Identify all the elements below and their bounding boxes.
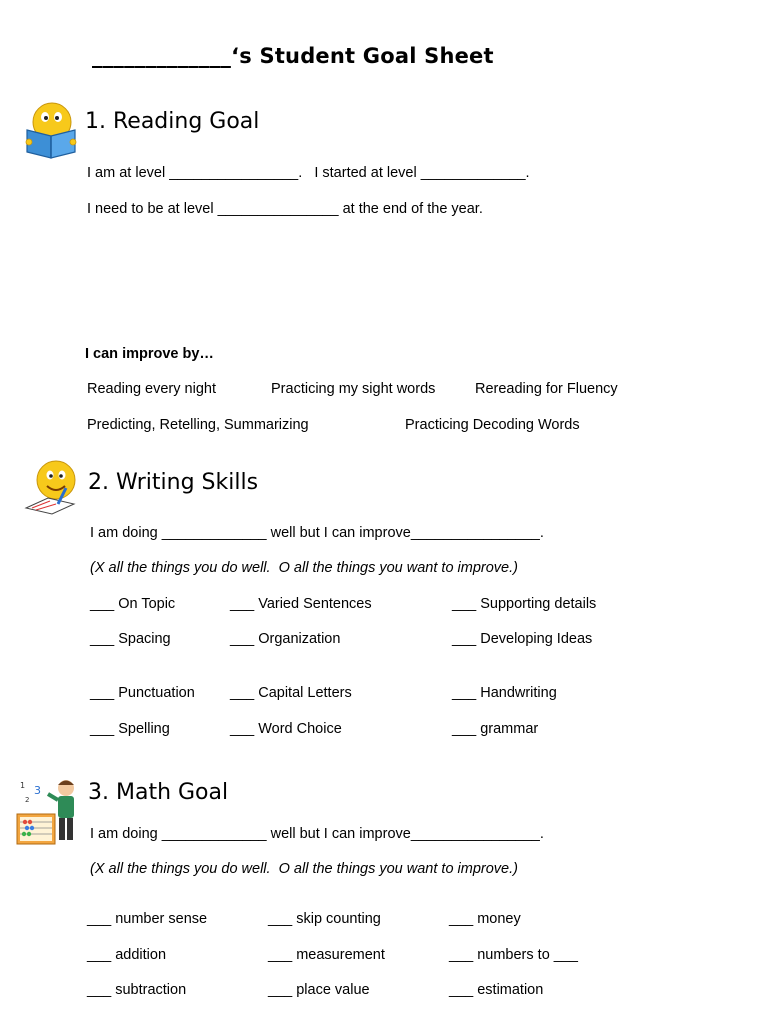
writing-item: ___ Capital Letters	[230, 685, 352, 701]
writing-item: ___ Developing Ideas	[452, 631, 593, 647]
math-instructions: (X all the things you do well. O all the things you want to improve.)	[90, 861, 518, 877]
reading-option: Practicing Decoding Words	[405, 417, 580, 433]
improve-label: I can improve by…	[85, 346, 214, 362]
writing-item: ___ Punctuation	[90, 685, 195, 701]
writing-item: ___ Varied Sentences	[230, 596, 372, 612]
svg-text:1: 1	[20, 781, 26, 790]
writing-item: ___ Organization	[230, 631, 341, 647]
math-item: ___ numbers to ___	[449, 947, 578, 963]
writing-item: ___ grammar	[452, 721, 539, 737]
writing-item: ___ Handwriting	[452, 685, 557, 701]
math-doing-line: I am doing _____________ well but I can improve________________.	[90, 826, 544, 842]
page-title: _____________‘s Student Goal Sheet	[92, 44, 494, 68]
math-item: ___ estimation	[449, 982, 544, 998]
math-item: ___ place value	[268, 982, 370, 998]
reading-heading: 1. Reading Goal	[85, 109, 260, 134]
writing-item: ___ On Topic	[90, 596, 176, 612]
writing-doing-line: I am doing _____________ well but I can improve________________.	[90, 525, 544, 541]
math-item: ___ number sense	[87, 911, 208, 927]
reading-emoji-icon	[22, 100, 80, 160]
svg-text:2: 2	[25, 796, 30, 804]
math-item: ___ money	[449, 911, 521, 927]
writing-instructions: (X all the things you do well. O all the things you want to improve.)	[90, 560, 518, 576]
math-item: ___ skip counting	[268, 911, 381, 927]
math-item: ___ measurement	[268, 947, 385, 963]
reading-level-line: I am at level ________________. I started at level _____________.	[87, 165, 530, 181]
math-item: ___ addition	[87, 947, 167, 963]
reading-option: Predicting, Retelling, Summarizing	[87, 417, 309, 433]
writing-item: ___ Word Choice	[230, 721, 342, 737]
reading-target-line: I need to be at level _______________ at the end of the year.	[87, 201, 483, 217]
writing-item: ___ Spelling	[90, 721, 170, 737]
math-heading: 3. Math Goal	[88, 780, 229, 805]
writing-item: ___ Supporting details	[452, 596, 597, 612]
writing-item: ___ Spacing	[90, 631, 171, 647]
reading-option: Rereading for Fluency	[475, 381, 618, 397]
reading-option: Reading every night	[87, 381, 216, 397]
math-item: ___ subtraction	[87, 982, 187, 998]
math-teacher-abacus-icon	[16, 776, 82, 846]
writing-emoji-icon	[22, 458, 80, 516]
reading-option: Practicing my sight words	[271, 381, 436, 397]
svg-text:3: 3	[34, 784, 41, 797]
writing-heading: 2. Writing Skills	[88, 470, 259, 495]
